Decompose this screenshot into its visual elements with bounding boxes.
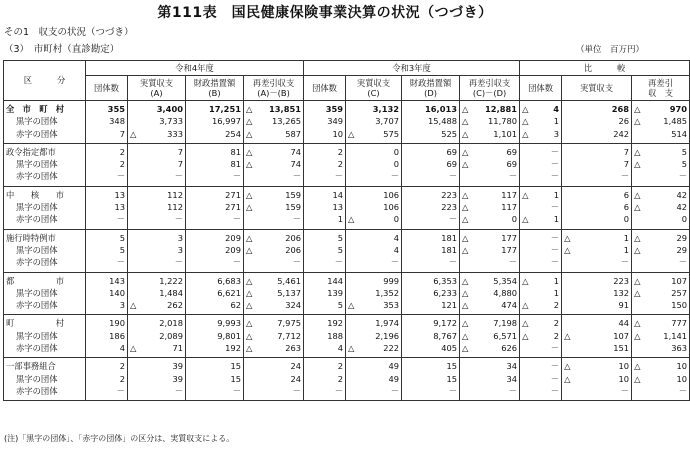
table-cell: 6,233 bbox=[402, 287, 460, 299]
table-cell: △ 10 bbox=[632, 373, 690, 385]
table-cell: △ 626 bbox=[460, 342, 520, 358]
table-cell: 405 bbox=[402, 342, 460, 358]
table-cell: △ 5,461 bbox=[244, 272, 304, 287]
table-cell: － bbox=[186, 385, 244, 401]
table-cell: 0 bbox=[346, 143, 402, 158]
column-header: 実質収支 (A) bbox=[128, 76, 186, 101]
table-cell: 91 bbox=[562, 299, 632, 315]
table-cell: － bbox=[520, 158, 562, 170]
row-label: 赤字の団体 bbox=[4, 256, 86, 272]
table-cell: 44 bbox=[562, 315, 632, 330]
table-cell: △ 970 bbox=[632, 101, 690, 116]
table-cell: 9,172 bbox=[402, 315, 460, 330]
table-cell: 0 bbox=[346, 158, 402, 170]
group-header-compare: 比 較 bbox=[520, 61, 690, 76]
group-header-r4: 令和4年度 bbox=[86, 61, 304, 76]
table-cell: 15 bbox=[402, 373, 460, 385]
group-header-r3: 令和3年度 bbox=[304, 61, 520, 76]
table-cell: △ 263 bbox=[244, 342, 304, 358]
row-label: 黒字の団体 bbox=[4, 201, 86, 213]
table-cell: 15,488 bbox=[402, 115, 460, 127]
table-cell: － bbox=[86, 385, 128, 401]
column-header: 再差引収支 (A)－(B) bbox=[244, 76, 304, 101]
table-cell: 9,993 bbox=[186, 315, 244, 330]
row-label: 黒字の団体 bbox=[4, 244, 86, 256]
table-cell: 7 bbox=[128, 143, 186, 158]
row-label: 黒字の団体 bbox=[4, 287, 86, 299]
row-label: 黒字の団体 bbox=[4, 330, 86, 342]
table-cell: 140 bbox=[86, 287, 128, 299]
table-cell: 34 bbox=[460, 358, 520, 373]
table-cell: 3 bbox=[86, 299, 128, 315]
table-cell: △ 2 bbox=[520, 299, 562, 315]
table-cell: △ 29 bbox=[632, 244, 690, 256]
table-cell: 81 bbox=[186, 143, 244, 158]
table-cell: 1,484 bbox=[128, 287, 186, 299]
table-cell: 2 bbox=[86, 158, 128, 170]
table-cell: 2 bbox=[86, 373, 128, 385]
table-cell: 190 bbox=[86, 315, 128, 330]
table-row bbox=[4, 373, 690, 385]
table-cell: － bbox=[244, 213, 304, 229]
table-cell: △ 107 bbox=[562, 330, 632, 342]
row-label: 政令指定都市 bbox=[4, 143, 86, 158]
table-cell: △ 587 bbox=[244, 128, 304, 144]
table-cell: 0 bbox=[632, 213, 690, 229]
row-label: 黒字の団体 bbox=[4, 158, 86, 170]
table-cell: － bbox=[632, 385, 690, 401]
table-cell: 0 bbox=[562, 213, 632, 229]
table-cell: － bbox=[562, 256, 632, 272]
table-cell: △ 177 bbox=[460, 229, 520, 244]
table-cell: 186 bbox=[86, 330, 128, 342]
table-cell: 223 bbox=[562, 272, 632, 287]
table-cell: △ 206 bbox=[244, 229, 304, 244]
table-cell: △ 1,141 bbox=[632, 330, 690, 342]
table-cell: △ 3 bbox=[520, 128, 562, 144]
table-cell: 355 bbox=[86, 101, 128, 116]
table-cell: 223 bbox=[402, 201, 460, 213]
table-cell: 3 bbox=[128, 229, 186, 244]
table-cell: － bbox=[520, 358, 562, 373]
table-cell: 2,018 bbox=[128, 315, 186, 330]
row-label: 町 村 bbox=[4, 315, 86, 330]
table-cell: △ 107 bbox=[632, 272, 690, 287]
footnote: (注)「黒字の団体」、「赤字の団体」の区分は、実質収支による。 bbox=[4, 434, 235, 443]
table-cell: 2 bbox=[304, 373, 346, 385]
table-cell: 188 bbox=[304, 330, 346, 342]
table-cell: △ 1 bbox=[520, 115, 562, 127]
table-cell: － bbox=[520, 143, 562, 158]
table-cell: 1 bbox=[520, 287, 562, 299]
table-row bbox=[4, 272, 690, 287]
table-cell: － bbox=[632, 170, 690, 186]
table-row bbox=[4, 158, 690, 170]
table-cell: － bbox=[304, 170, 346, 186]
table-cell: 999 bbox=[346, 272, 402, 287]
table-cell: △ 29 bbox=[632, 229, 690, 244]
section-subtitle: その1 収支の状況（つづき） bbox=[4, 27, 134, 38]
table-cell: － bbox=[402, 256, 460, 272]
column-header: 財政措置額 (D) bbox=[402, 76, 460, 101]
table-cell: 1,352 bbox=[346, 287, 402, 299]
table-cell: △ 69 bbox=[460, 158, 520, 170]
table-row bbox=[4, 213, 690, 229]
column-header: 団体数 bbox=[86, 76, 128, 101]
table-cell: △ 74 bbox=[244, 143, 304, 158]
table-cell: △ 222 bbox=[346, 342, 402, 358]
table-cell: 39 bbox=[128, 358, 186, 373]
table-cell: 359 bbox=[304, 101, 346, 116]
table-cell: 1 bbox=[304, 213, 346, 229]
table-cell: － bbox=[520, 170, 562, 186]
table-cell: － bbox=[402, 385, 460, 401]
table-cell: － bbox=[186, 213, 244, 229]
row-label: 赤字の団体 bbox=[4, 385, 86, 401]
table-cell: 242 bbox=[562, 128, 632, 144]
table-cell: 1,222 bbox=[128, 272, 186, 287]
row-label: 一部事務組合 bbox=[4, 358, 86, 373]
subsection-subtitle: （3） 市町村（直診勘定） bbox=[4, 44, 120, 55]
table-cell: △ 1 bbox=[520, 186, 562, 201]
table-cell: － bbox=[86, 213, 128, 229]
table-cell: 209 bbox=[186, 244, 244, 256]
table-cell: － bbox=[460, 170, 520, 186]
table-row bbox=[4, 256, 690, 272]
table-cell: △ 159 bbox=[244, 201, 304, 213]
table-cell: △ 5 bbox=[632, 158, 690, 170]
table-cell: － bbox=[520, 256, 562, 272]
table-cell: 2 bbox=[304, 358, 346, 373]
table-cell: 5 bbox=[304, 229, 346, 244]
row-label: 黒字の団体 bbox=[4, 373, 86, 385]
table-cell: 3,707 bbox=[346, 115, 402, 127]
table-cell: 13 bbox=[86, 186, 128, 201]
table-cell: 6,353 bbox=[402, 272, 460, 287]
table-cell: △ 12,881 bbox=[460, 101, 520, 116]
table-cell: 223 bbox=[402, 186, 460, 201]
table-cell: △ 206 bbox=[244, 244, 304, 256]
table-cell: 15 bbox=[186, 358, 244, 373]
table-row bbox=[4, 186, 690, 201]
table-cell: 271 bbox=[186, 201, 244, 213]
table-row bbox=[4, 385, 690, 401]
table-cell: － bbox=[86, 170, 128, 186]
table-cell: － bbox=[520, 244, 562, 256]
table-cell: 69 bbox=[402, 158, 460, 170]
table-cell: － bbox=[520, 201, 562, 213]
table-cell: 106 bbox=[346, 201, 402, 213]
table-cell: － bbox=[304, 385, 346, 401]
table-cell: △ 1 bbox=[562, 229, 632, 244]
table-cell: △ 324 bbox=[244, 299, 304, 315]
table-row bbox=[4, 170, 690, 186]
table-cell: △ 7,198 bbox=[460, 315, 520, 330]
table-cell: 62 bbox=[186, 299, 244, 315]
table-cell: 7 bbox=[562, 143, 632, 158]
table-cell: － bbox=[402, 213, 460, 229]
table-cell: － bbox=[520, 342, 562, 358]
table-cell: － bbox=[460, 385, 520, 401]
table-cell: － bbox=[244, 385, 304, 401]
table-cell: 5 bbox=[304, 244, 346, 256]
table-cell: － bbox=[128, 170, 186, 186]
column-header: 財政措置額 (B) bbox=[186, 76, 244, 101]
table-cell: △ 4 bbox=[520, 101, 562, 116]
table-cell: △ 159 bbox=[244, 186, 304, 201]
table-cell: △ 575 bbox=[346, 128, 402, 144]
table-row bbox=[4, 358, 690, 373]
table-cell: 121 bbox=[402, 299, 460, 315]
table-cell: △ 1 bbox=[562, 244, 632, 256]
table-cell: △ 257 bbox=[632, 287, 690, 299]
table-cell: 6,621 bbox=[186, 287, 244, 299]
column-header: 実質収支 bbox=[562, 76, 632, 101]
table-cell: 143 bbox=[86, 272, 128, 287]
table-cell: 2,196 bbox=[346, 330, 402, 342]
table-cell: △ 69 bbox=[460, 143, 520, 158]
table-cell: △ 117 bbox=[460, 201, 520, 213]
table-cell: △ 5,354 bbox=[460, 272, 520, 287]
table-cell: △ 1 bbox=[520, 213, 562, 229]
table-cell: 49 bbox=[346, 373, 402, 385]
table-cell: 24 bbox=[244, 373, 304, 385]
table-cell: 4 bbox=[346, 229, 402, 244]
table-cell: △ 10 bbox=[562, 358, 632, 373]
table-row bbox=[4, 244, 690, 256]
table-cell: △ 1,101 bbox=[460, 128, 520, 144]
table-row bbox=[4, 115, 690, 127]
table-cell: － bbox=[632, 256, 690, 272]
row-label: 都 市 bbox=[4, 272, 86, 287]
table-cell: － bbox=[520, 385, 562, 401]
table-cell: 5 bbox=[86, 229, 128, 244]
row-label: 赤字の団体 bbox=[4, 299, 86, 315]
table-cell: － bbox=[346, 385, 402, 401]
table-cell: 2 bbox=[86, 143, 128, 158]
table-cell: 49 bbox=[346, 358, 402, 373]
table-cell: － bbox=[346, 170, 402, 186]
table-row bbox=[4, 299, 690, 315]
table-row bbox=[4, 287, 690, 299]
table-cell: 7 bbox=[562, 158, 632, 170]
table-cell: 209 bbox=[186, 229, 244, 244]
table-cell: 16,997 bbox=[186, 115, 244, 127]
table-cell: 1,974 bbox=[346, 315, 402, 330]
table-cell: 3,733 bbox=[128, 115, 186, 127]
table-cell: 13 bbox=[86, 201, 128, 213]
table-cell: △ 177 bbox=[460, 244, 520, 256]
table-cell: 4 bbox=[86, 342, 128, 358]
table-cell: 7 bbox=[128, 158, 186, 170]
table-cell: 144 bbox=[304, 272, 346, 287]
table-cell: 4 bbox=[346, 244, 402, 256]
table-cell: 9,801 bbox=[186, 330, 244, 342]
table-cell: 2 bbox=[304, 143, 346, 158]
table-cell: △ 13,851 bbox=[244, 101, 304, 116]
table-cell: 2 bbox=[304, 158, 346, 170]
table-row bbox=[4, 330, 690, 342]
table-cell: 14 bbox=[304, 186, 346, 201]
table-cell: △ 0 bbox=[346, 213, 402, 229]
table-cell: △ 11,780 bbox=[460, 115, 520, 127]
division-header: 区 分 bbox=[4, 61, 86, 101]
table-cell: － bbox=[346, 256, 402, 272]
table-cell: 24 bbox=[244, 358, 304, 373]
row-label: 赤字の団体 bbox=[4, 213, 86, 229]
table-cell: 6 bbox=[562, 201, 632, 213]
table-cell: △ 117 bbox=[460, 186, 520, 201]
table-cell: △ 7,975 bbox=[244, 315, 304, 330]
table-cell: 5 bbox=[86, 244, 128, 256]
table-cell: 34 bbox=[460, 373, 520, 385]
table-cell: 112 bbox=[128, 186, 186, 201]
table-cell: － bbox=[562, 170, 632, 186]
table-cell: － bbox=[562, 385, 632, 401]
table-cell: 4 bbox=[304, 342, 346, 358]
table-cell: 348 bbox=[86, 115, 128, 127]
table-cell: － bbox=[128, 256, 186, 272]
row-label: 赤字の団体 bbox=[4, 128, 86, 144]
table-cell: 525 bbox=[402, 128, 460, 144]
column-header: 実質収支 (C) bbox=[346, 76, 402, 101]
table-cell: △ 74 bbox=[244, 158, 304, 170]
table-cell: 10 bbox=[304, 128, 346, 144]
table-cell: 2,089 bbox=[128, 330, 186, 342]
table-cell: △ 13,265 bbox=[244, 115, 304, 127]
table-cell: 81 bbox=[186, 158, 244, 170]
table-cell: － bbox=[128, 213, 186, 229]
table-cell: △ 5,137 bbox=[244, 287, 304, 299]
table-cell: △ 42 bbox=[632, 186, 690, 201]
table-cell: 8,767 bbox=[402, 330, 460, 342]
table-cell: △ 2 bbox=[520, 315, 562, 330]
row-label: 全 市 町 村 bbox=[4, 101, 86, 116]
table-cell: △ 5 bbox=[632, 143, 690, 158]
table-cell: － bbox=[520, 373, 562, 385]
page-title: 第111表 国民健康保険事業決算の状況（つづき） bbox=[157, 5, 493, 21]
table-cell: 6,683 bbox=[186, 272, 244, 287]
table-cell: 69 bbox=[402, 143, 460, 158]
table-cell: 268 bbox=[562, 101, 632, 116]
table-row bbox=[4, 143, 690, 158]
table-cell: △ 474 bbox=[460, 299, 520, 315]
table-cell: △ 1,485 bbox=[632, 115, 690, 127]
table-cell: 2 bbox=[86, 358, 128, 373]
unit-label: （単位 百万円） bbox=[575, 45, 644, 55]
table-cell: 3,400 bbox=[128, 101, 186, 116]
table-cell: － bbox=[520, 229, 562, 244]
table-row bbox=[4, 315, 690, 330]
row-label: 施行時特例市 bbox=[4, 229, 86, 244]
table-cell: △ 1 bbox=[520, 272, 562, 287]
table-cell: 7 bbox=[86, 128, 128, 144]
table-cell: △ 10 bbox=[562, 373, 632, 385]
settlement-table bbox=[3, 60, 690, 401]
table-cell: 349 bbox=[304, 115, 346, 127]
table-cell: △ 10 bbox=[632, 358, 690, 373]
table-cell: △ 0 bbox=[460, 213, 520, 229]
row-label: 赤字の団体 bbox=[4, 342, 86, 358]
table-cell: 514 bbox=[632, 128, 690, 144]
table-cell: － bbox=[244, 170, 304, 186]
table-cell: 363 bbox=[632, 342, 690, 358]
table-cell: 3,132 bbox=[346, 101, 402, 116]
table-cell: 5 bbox=[304, 299, 346, 315]
table-cell: 39 bbox=[128, 373, 186, 385]
table-cell: △ 353 bbox=[346, 299, 402, 315]
table-cell: 15 bbox=[186, 373, 244, 385]
column-header: 再差引 収 支 bbox=[632, 76, 690, 101]
table-cell: △ 4,880 bbox=[460, 287, 520, 299]
table-cell: 112 bbox=[128, 201, 186, 213]
table-row bbox=[4, 201, 690, 213]
row-label: 中 核 市 bbox=[4, 186, 86, 201]
table-cell: 16,013 bbox=[402, 101, 460, 116]
table-cell: 139 bbox=[304, 287, 346, 299]
table-cell: △ 262 bbox=[128, 299, 186, 315]
table-row bbox=[4, 101, 690, 116]
table-cell: 181 bbox=[402, 244, 460, 256]
table-cell: 17,251 bbox=[186, 101, 244, 116]
table-cell: － bbox=[128, 385, 186, 401]
table-cell: △ 71 bbox=[128, 342, 186, 358]
table-cell: 15 bbox=[402, 358, 460, 373]
table-cell: △ 777 bbox=[632, 315, 690, 330]
table-cell: － bbox=[244, 256, 304, 272]
table-cell: △ 333 bbox=[128, 128, 186, 144]
table-row bbox=[4, 128, 690, 144]
row-label: 黒字の団体 bbox=[4, 115, 86, 127]
table-cell: 181 bbox=[402, 229, 460, 244]
table-cell: 3 bbox=[128, 244, 186, 256]
table-cell: 106 bbox=[346, 186, 402, 201]
row-label: 赤字の団体 bbox=[4, 170, 86, 186]
table-cell: 150 bbox=[632, 299, 690, 315]
table-cell: － bbox=[460, 256, 520, 272]
table-cell: △ 6,571 bbox=[460, 330, 520, 342]
table-cell: 26 bbox=[562, 115, 632, 127]
table-cell: － bbox=[186, 256, 244, 272]
table-row bbox=[4, 229, 690, 244]
column-header: 団体数 bbox=[520, 76, 562, 101]
table-cell: △ 42 bbox=[632, 201, 690, 213]
table-cell: － bbox=[86, 256, 128, 272]
table-row bbox=[4, 342, 690, 358]
table-cell: 254 bbox=[186, 128, 244, 144]
table-cell: － bbox=[402, 170, 460, 186]
table-cell: 192 bbox=[304, 315, 346, 330]
column-header: 再差引収支 (C)－(D) bbox=[460, 76, 520, 101]
table-cell: 151 bbox=[562, 342, 632, 358]
table-cell: 132 bbox=[562, 287, 632, 299]
table-cell: △ 2 bbox=[520, 330, 562, 342]
table-cell: 192 bbox=[186, 342, 244, 358]
table-cell: 271 bbox=[186, 186, 244, 201]
table-cell: △ 7,712 bbox=[244, 330, 304, 342]
column-header: 団体数 bbox=[304, 76, 346, 101]
table-cell: － bbox=[304, 256, 346, 272]
table-cell: 13 bbox=[304, 201, 346, 213]
table-cell: － bbox=[186, 170, 244, 186]
table-cell: 6 bbox=[562, 186, 632, 201]
